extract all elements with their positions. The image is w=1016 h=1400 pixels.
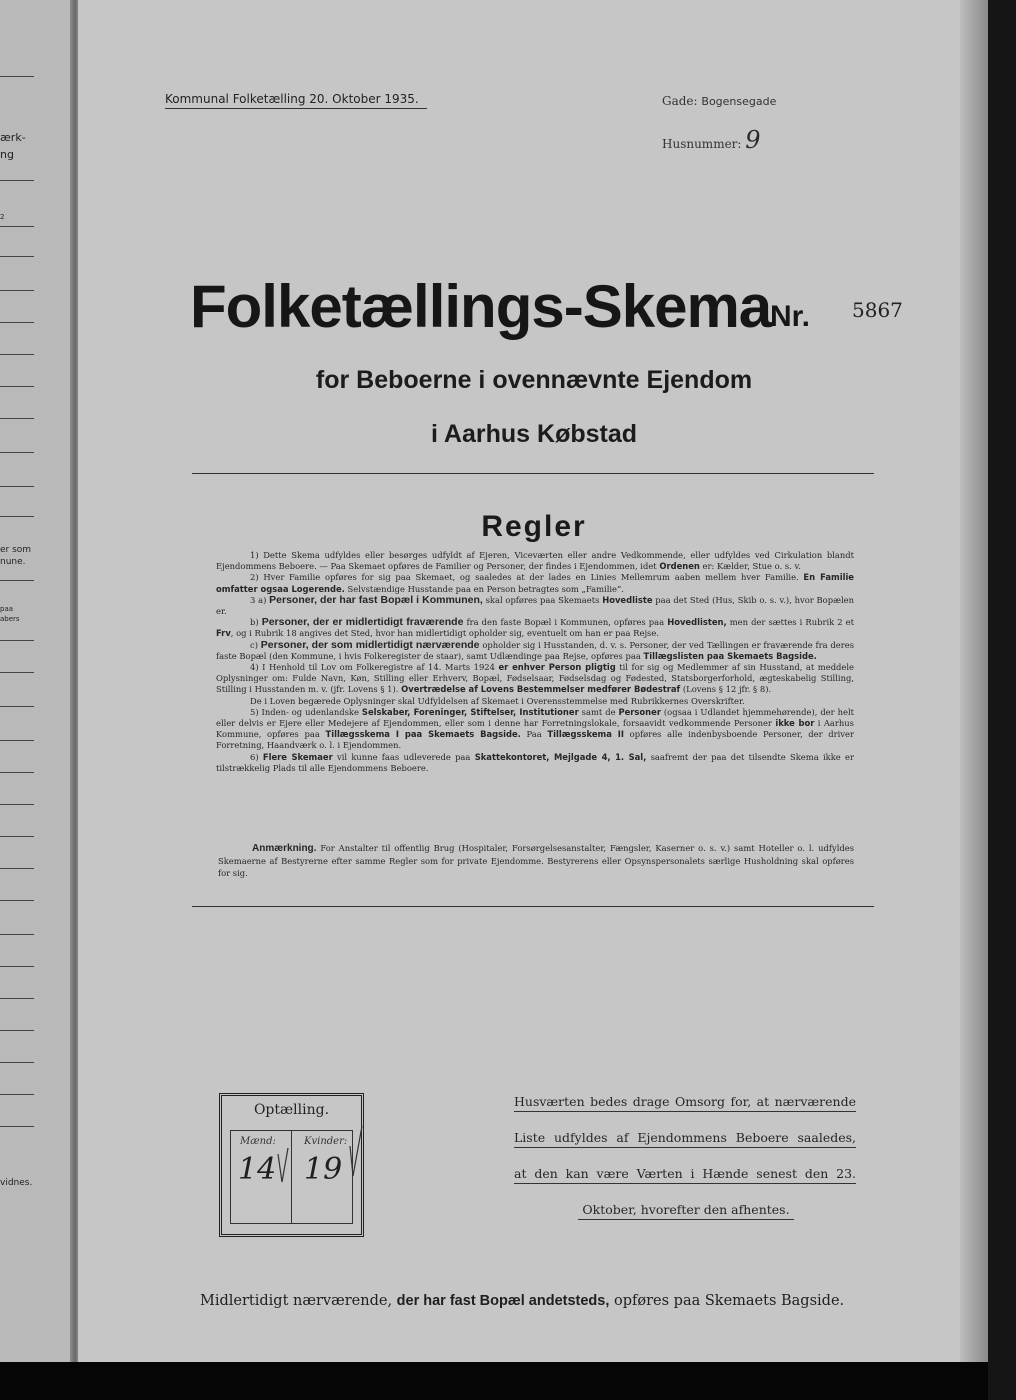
form-number-label: Nr. xyxy=(770,300,811,333)
form-subtitle-2: i Aarhus Købstad xyxy=(430,420,638,448)
house-number-label: Husnummer: xyxy=(662,137,742,151)
notice-line: Liste udfyldes af Ejendommens Beboere saaledes, xyxy=(514,1130,856,1148)
form-number-value: 5867 xyxy=(852,298,903,322)
left-page-rule xyxy=(0,486,34,487)
left-page-rule xyxy=(0,1094,34,1095)
rule-6: 6) Flere Skemaer vil kunne faas udleverede paa Skattekontoret, Mejlgade 4, 1. Sal, saafremt der paa det tilsendte Skema ikke er tilstrækkelig Plads til alle Ejendommens Beboere. xyxy=(216,751,854,773)
rule-2: 2) Hver Familie opføres for sig paa Skemaet, og saaledes at der lades en Linies Mellemrum aaben mellem hver Familie. En Familie omfatter ogsaa Logerende. Selvstændige Husstande paa en Person betragtes som „Familie“. xyxy=(216,572,854,594)
men-label: Mænd: xyxy=(240,1136,276,1147)
left-page-rule xyxy=(0,1126,34,1127)
landlord-notice xyxy=(514,1094,856,1238)
left-page-rule xyxy=(0,322,34,323)
left-page-rule xyxy=(0,418,34,419)
left-page-rule xyxy=(0,934,34,935)
rules-heading: Regler xyxy=(481,510,587,543)
left-page-rule xyxy=(0,804,34,805)
left-page-rule xyxy=(0,180,34,181)
notice-line: Husværten bedes drage Omsorg for, at nærværende xyxy=(514,1094,856,1112)
remark-text: For Anstalter til offentlig Brug (Hospitaler, Forsørgelsesanstalter, Fængsler, Kaserner o. s. v.) samt Hoteller o. l. udfyldes Skemaerne af Bestyrerne efter samme Regler som for private Ejendomme. Bestyrerens eller Opsynspersonalets særlige Husholdning skal opføres for sig. xyxy=(218,843,854,878)
left-page-text: nune. xyxy=(0,557,26,567)
notice-line: at den kan være Værten i Hænde senest den 23. xyxy=(514,1166,856,1184)
left-page-rule xyxy=(0,580,34,581)
men-count: 14 xyxy=(238,1152,277,1187)
left-page-rule xyxy=(0,640,34,641)
left-page-rule xyxy=(0,1062,34,1063)
left-page-rule xyxy=(0,76,34,77)
left-page-rule xyxy=(0,1030,34,1031)
house-number-field xyxy=(662,126,761,154)
rule-3a: 3 a) Personer, der har fast Bopæl i Kommunen, skal opføres paa Skemaets Hovedliste paa det Sted (Hus, Skib o. s. v.), hvor Bopælen er. xyxy=(216,593,854,617)
notice-line: Oktober, hvorefter den afhentes. xyxy=(578,1202,794,1220)
divider-rule-top xyxy=(192,473,874,474)
street-label: Gade: xyxy=(662,94,698,108)
street-value: Bogensegade xyxy=(701,95,777,108)
page-edge-shadow xyxy=(960,0,988,1362)
divider-rule-bottom xyxy=(192,906,874,907)
rule-4: 4) I Henhold til Lov om Folkeregistre af 14. Marts 1924 er enhver Person pligtig til for sig og Medlemmer af sin Husstand, at meddele Oplysninger om: Fulde Navn, Køn, Stilling eller Erhverv, Bopæl, Fødselsaar, Fødselsdag og Fødested, Statsborgerforhold, ægteskabelig Stilling, Stilling i Husstanden m. v. (jfr. Lovens § 1). Overtrædelse af Lovens Bestemmelser medfører Bødestraf (Lovens § 12 jfr. § 8). xyxy=(216,662,855,695)
remark-heading: Anmærkning. xyxy=(252,843,317,854)
footer-instruction: Midlertidigt nærværende, der har fast Bopæl andetsteds, opføres paa Skemaets Bagside. xyxy=(200,1293,845,1309)
count-title: Optælling. xyxy=(253,1102,330,1118)
form-subtitle-1: for Beboerne i ovennævnte Ejendom xyxy=(315,366,753,394)
binder-strip xyxy=(988,0,1016,1400)
left-page-text: er som xyxy=(0,545,32,555)
left-page-text: vidnes. xyxy=(0,1178,33,1188)
street-field xyxy=(662,94,776,108)
left-page-rule xyxy=(0,772,34,773)
remark-paragraph xyxy=(218,842,854,879)
left-page-rule xyxy=(0,452,34,453)
left-page-rule xyxy=(0,354,34,355)
count-box xyxy=(219,1093,364,1237)
house-number-value: 9 xyxy=(745,126,761,154)
left-page-rule xyxy=(0,672,34,673)
women-count: 19 xyxy=(304,1152,343,1187)
form-main-title: Folketællings-Skema xyxy=(190,273,772,340)
left-page-rule xyxy=(0,226,34,227)
women-label: Kvinder: xyxy=(304,1136,348,1147)
left-page-fragment xyxy=(0,0,78,1362)
census-header-title: Kommunal Folketælling 20. Oktober 1935. xyxy=(165,92,427,109)
left-page-rule xyxy=(0,868,34,869)
left-page-text: ærk- xyxy=(0,131,26,144)
checkmark-icon xyxy=(222,1096,367,1240)
left-page-rule xyxy=(0,740,34,741)
rule-3b: b) Personer, der er midlertidigt fraværende fra den faste Bopæl i Kommunen, opføres paa Hovedlisten, men der sættes i Rubrik 2 et Frv, og i Rubrik 18 angives det Sted, hvor han midlertidigt opholder sig, eventuelt om han er paa Rejse. xyxy=(216,616,854,639)
left-page-rule xyxy=(0,290,34,291)
rules-text xyxy=(216,550,854,774)
left-page-rule xyxy=(0,966,34,967)
left-page-rule xyxy=(0,256,34,257)
left-page-rule xyxy=(0,900,34,901)
rule-1: 1) Dette Skema udfyldes eller besørges udfyldt af Ejeren, Viceværten eller andre Vedkommende, eller udfyldes ved Cirkulation blandt Ejendommens Beboere. — Paa Skemaet opføres de Familier og Personer, der findes i Ejendommen, idet Ordenen er: Kælder, Stue o. s. v. xyxy=(216,550,854,572)
left-page-rule xyxy=(0,998,34,999)
left-page-text: ng xyxy=(0,148,14,161)
left-page-text: paa xyxy=(0,605,14,613)
left-page-text: 2 xyxy=(0,213,5,221)
rule-4-addendum: De i Loven begærede Oplysninger skal Udfyldelsen af Skemaet i Overensstemmelse med Rubrikkernes Overskrifter. xyxy=(250,695,745,706)
rule-5: 5) Inden- og udenlandske Selskaber, Foreninger, Stiftelser, Institutioner samt de Personer (ogsaa i Udlandet hjemmehørende), der helt eller delvis er Ejere eller Medejere af Ejendommen, eller som i denne har Forretningslokale, forsaavidt vedkommende Personer ikke bor i Aarhus Kommune, opføres paa Tillægsskema I paa Skemaets Bagside. Paa Tillægsskema II opføres alle indenbysboende Personer, der driver Forretning, Haandværk o. l. i Ejendommen. xyxy=(216,706,854,751)
rule-3c: c) Personer, der som midlertidigt nærværende opholder sig i Husstanden, d. v. s. Personer, der ved Tællingen er fraværende fra deres faste Bopæl (den Kommune, i hvis Folkeregister de staar), samt Udlændinge paa Rejse, opføres paa Tillægslisten paa Skemaets Bagside. xyxy=(216,638,854,661)
left-page-text: abers xyxy=(0,615,20,623)
left-page-rule xyxy=(0,836,34,837)
left-page-rule xyxy=(0,706,34,707)
